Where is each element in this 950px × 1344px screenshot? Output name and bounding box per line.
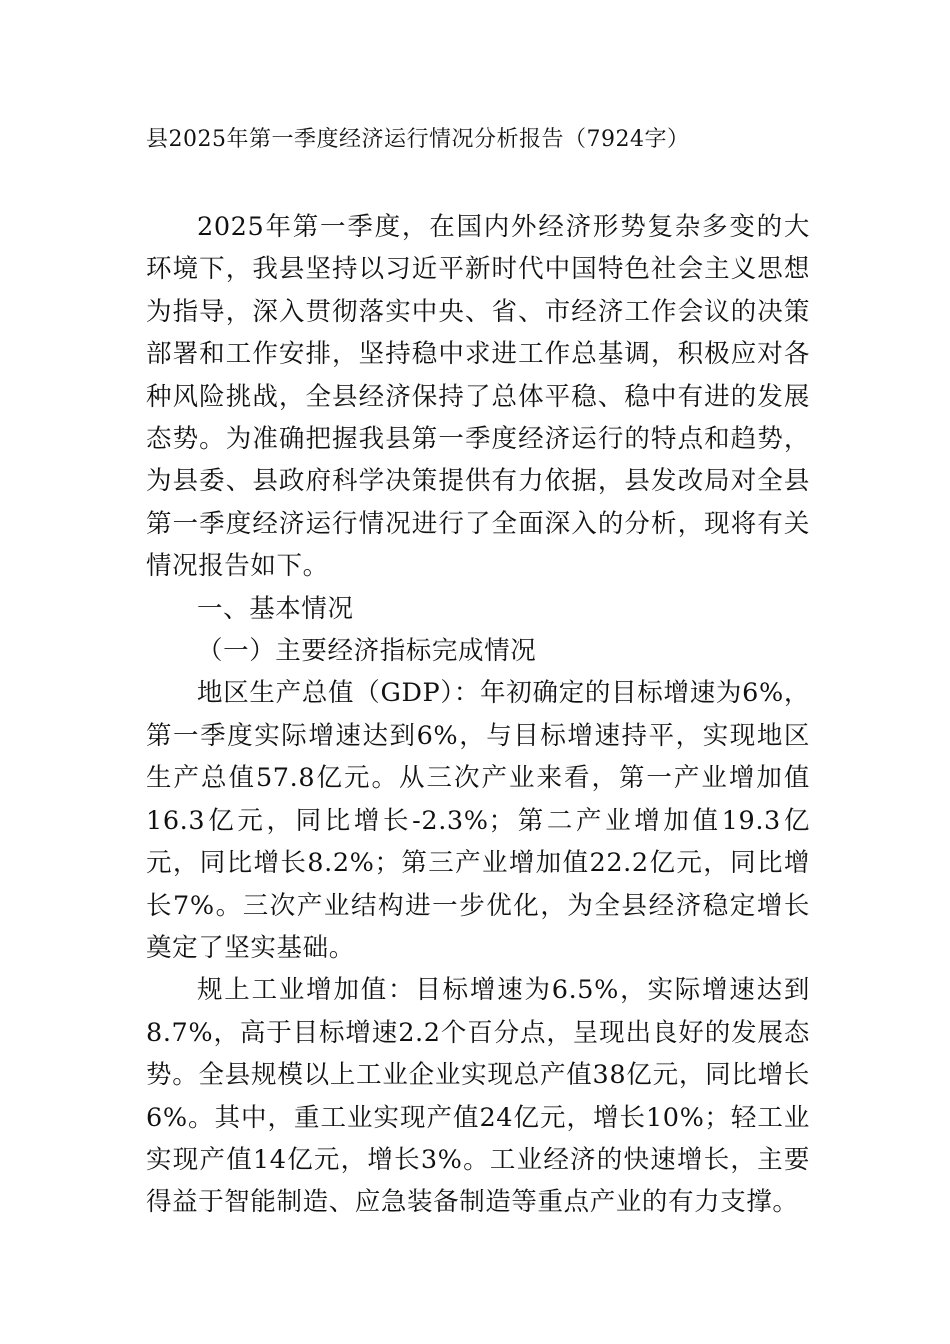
intro-paragraph: 2025年第一季度，在国内外经济形势复杂多变的大环境下，我县坚持以习近平新时代中国特色社会主义思想为指导，深入贯彻落实中央、省、市经济工作会议的决策部署和工作安排，坚持稳中求进工作总基调，积极应对各种风险挑战，全县经济保持了总体平稳、稳中有进的发展态势。为准确把握我县第一季度经济运行的特点和趋势，为县委、县政府科学决策提供有力依据，县发改局对全县第一季度经济运行情况进行了全面深入的分析，现将有关情况报告如下。 [146,212,810,582]
document-body [146,206,810,1224]
gdp-paragraph: 地区生产总值（GDP）：年初确定的目标增速为6%，第一季度实际增速达到6%，与目标增速持平，实现地区生产总值57.8亿元。从三次产业来看，第一产业增加值16.3亿元，同比增长-2.3%；第二产业增加值19.3亿元，同比增长8.2%；第三产业增加值22.2亿元，同比增长7%。三次产业结构进一步优化，为全县经济稳定增长奠定了坚实基础。 [146,678,810,963]
subsection-heading: （一）主要经济指标完成情况 [197,636,537,667]
industry-paragraph: 规上工业增加值：目标增速为6.5%，实际增速达到8.7%，高于目标增速2.2个百分点，呈现出良好的发展态势。全县规模以上工业企业实现总产值38亿元，同比增长6%。其中，重工业实现产值24亿元，增长10%；轻工业实现产值14亿元，增长3%。工业经济的快速增长，主要得益于智能制造、应急装备制造等重点产业的有力支撑。 [146,975,810,1218]
document-title: 县2025年第一季度经济运行情况分析报告（7924字） [146,127,690,152]
section-heading: 一、基本情况 [197,593,354,624]
